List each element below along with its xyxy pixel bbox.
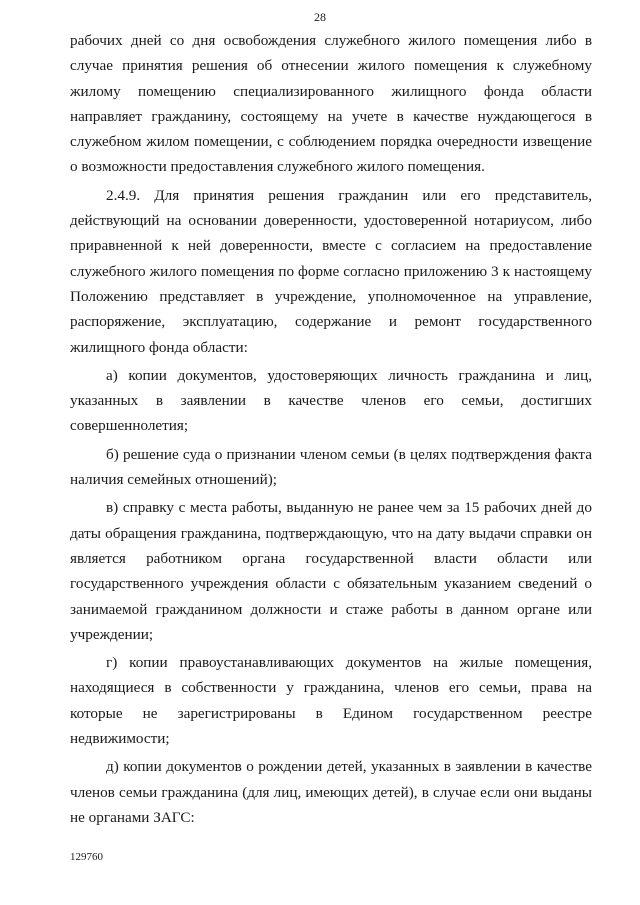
paragraph-clause-2-4-9: 2.4.9. Для принятия решения гражданин или его представитель, действующий на основании доверенности, удостоверенной нотариусом, либо приравненной к ней доверенности, вместе с согласием на предоставление служебного жилого помещения по форме согласно приложению 3 к настоящему Положению представляет в учреждение, уполномоченное на управление, распоряжение, эксплуатацию, содержание и ремонт государственного жилищного фонда области: (70, 186, 592, 356)
page-number: 28 (314, 10, 326, 24)
list-item-v: в) справку с места работы, выданную не ранее чем за 15 рабочих дней до даты обращения гражданина, подтверждающую, что на дату выдачи справки он является работником органа государственной власти области или государственного учреждения области с обязательным указанием сведений о занимаемой гражданином должности и стаже работы в данном органе или учреждении; (70, 499, 592, 643)
document-body (70, 28, 592, 830)
paragraph-continuation: рабочих дней со дня освобождения служебного жилого помещения либо в случае принятия решения об отнесении жилого помещения к служебному жилому помещению специализированного жилищного фонда области направляет гражданину, состоящему на учете в качестве нуждающегося в служебном жилом помещении, с соблюдением порядка очередности извещение о возможности предоставления служебного жилого помещения. (70, 32, 592, 176)
list-item-g: г) копии правоустанавливающих документов на жилые помещения, находящиеся в собственности у гражданина, членов его семьи, права на которые не зарегистрированы в Едином государственном реестре недвижимости; (70, 654, 592, 748)
list-item-b: б) решение суда о признании членом семьи (в целях подтверждения факта наличия семейных отношений); (70, 445, 592, 489)
list-item-d: д) копии документов о рождении детей, указанных в заявлении в качестве членов семьи гражданина (для лиц, имеющих детей), в случае если они выданы не органами ЗАГС: (70, 758, 592, 826)
document-code: 129760 (70, 851, 103, 863)
list-item-a: а) копии документов, удостоверяющих личность гражданина и лиц, указанных в заявлении в качестве членов его семьи, достигших совершеннолетия; (70, 366, 592, 435)
